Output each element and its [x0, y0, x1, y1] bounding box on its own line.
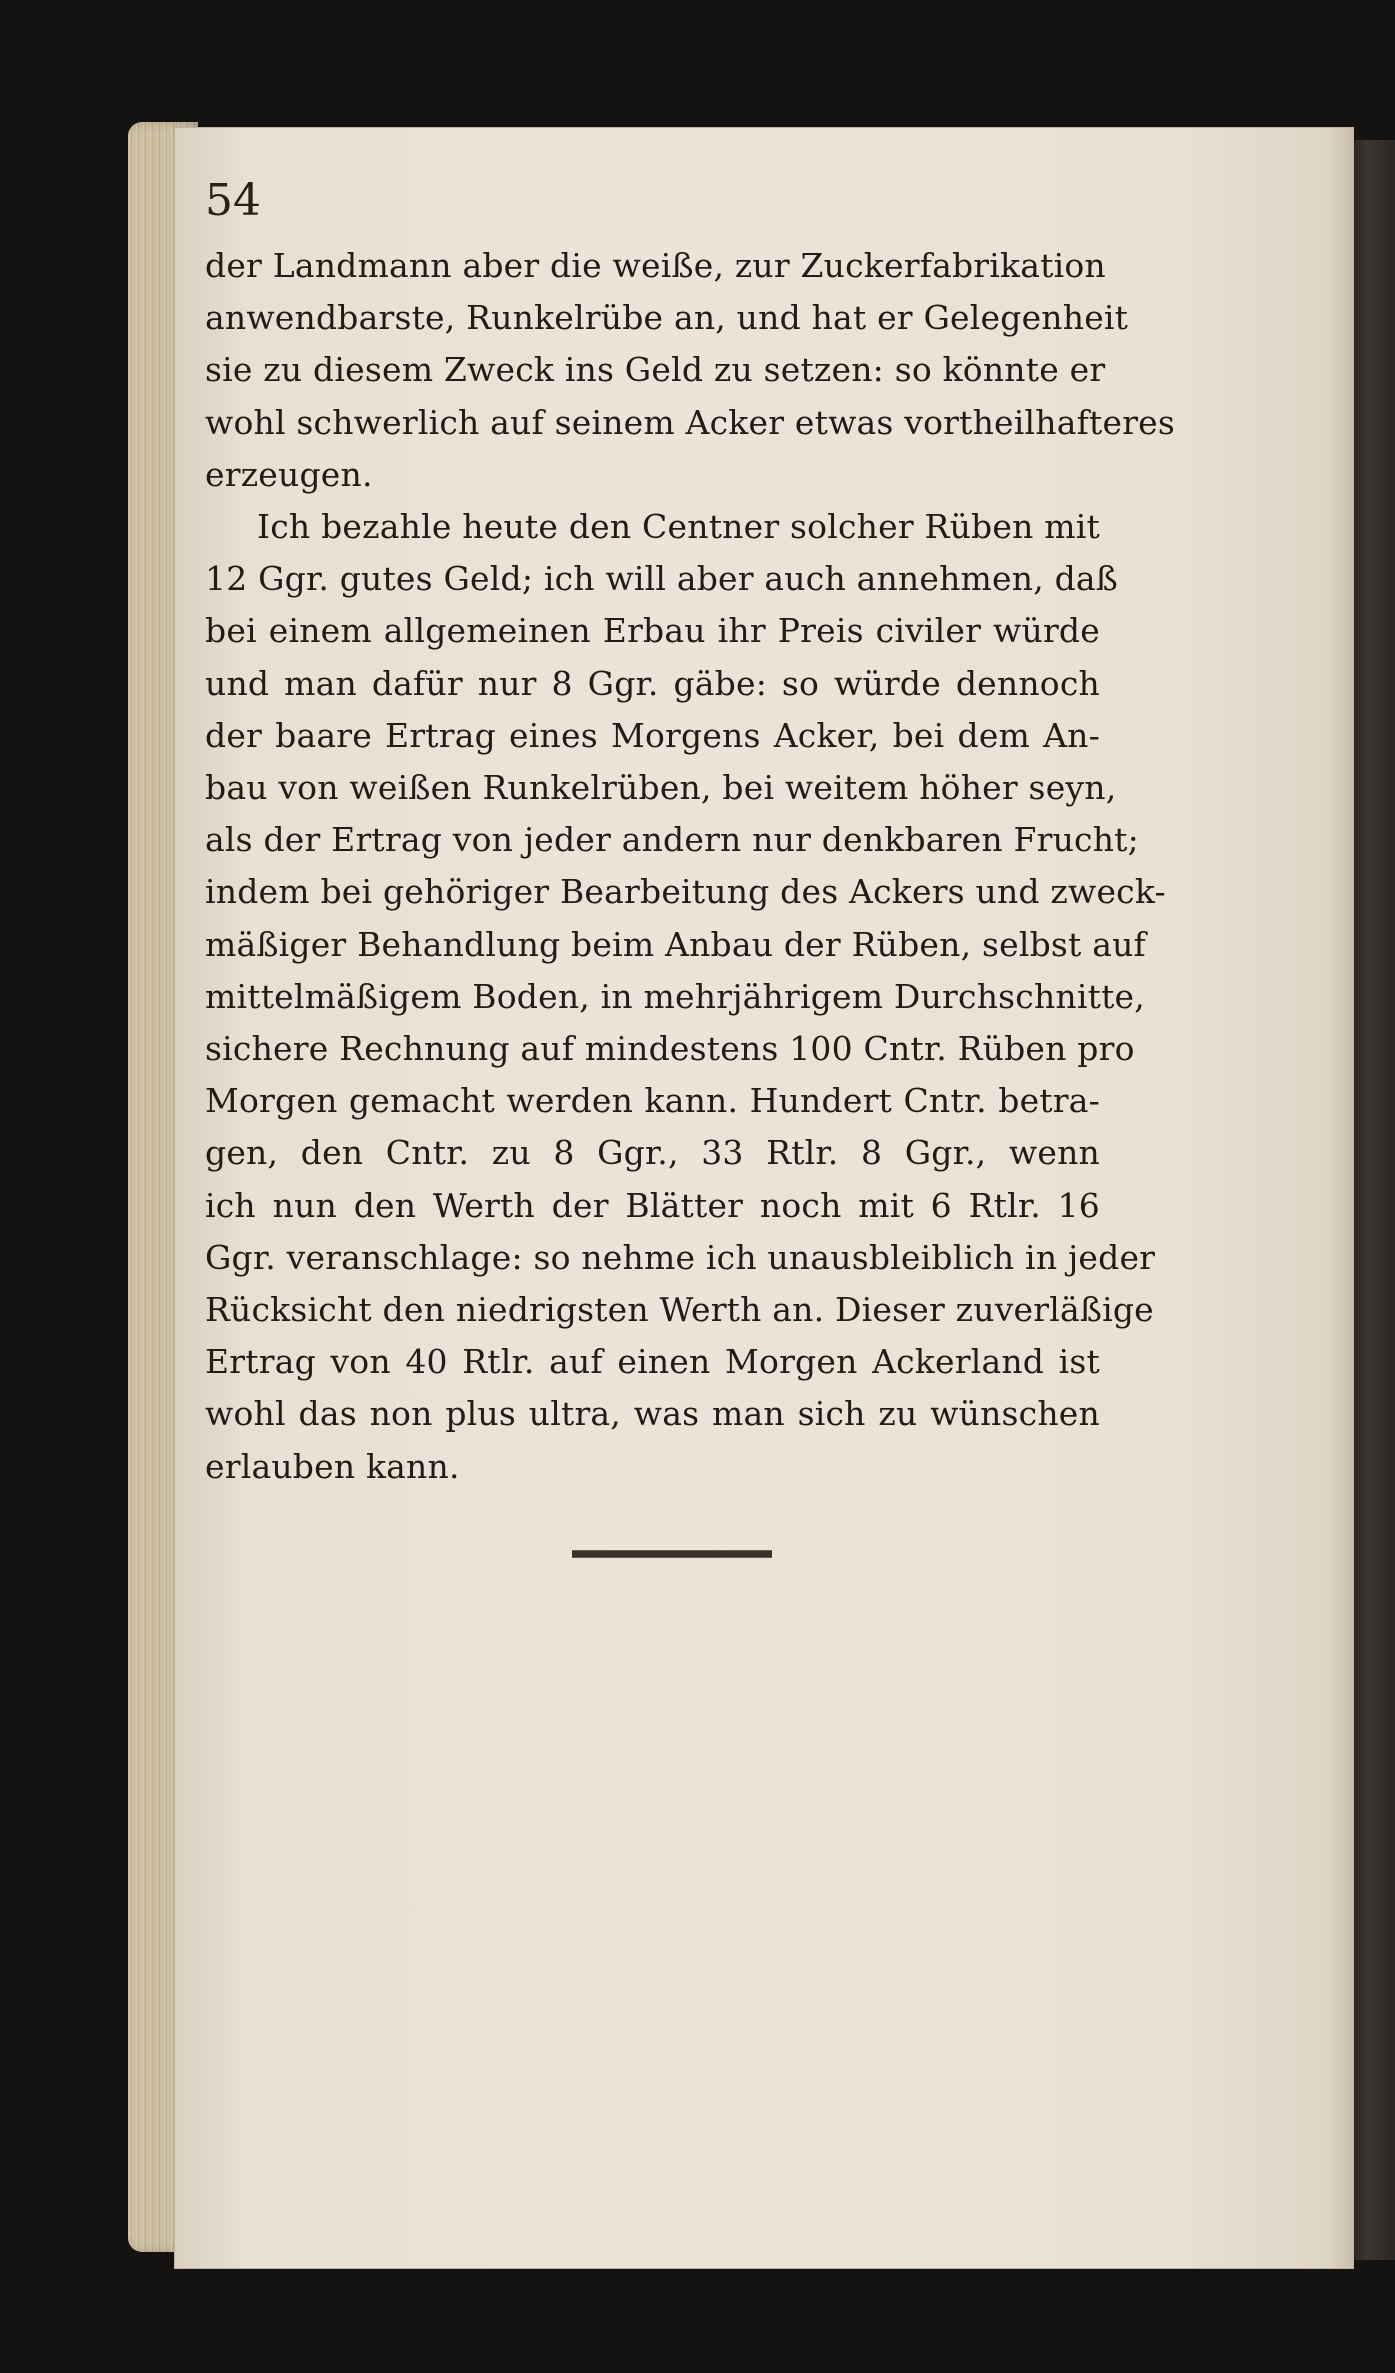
- page-body-text: [205, 240, 1176, 1493]
- text-line: Ich bezahle heute den Centner solcher Rüben mit: [257, 507, 1100, 547]
- text-line: sie zu diesem Zweck ins Geld zu setzen: so könnte er: [205, 350, 1106, 390]
- page-number: 54: [205, 175, 261, 226]
- section-divider-rule: [572, 1550, 772, 1558]
- text-line: erzeugen.: [205, 454, 373, 494]
- text-line: Morgen gemacht werden kann. Hundert Cntr. betra-: [205, 1081, 1100, 1121]
- text-line: als der Ertrag von jeder andern nur denkbaren Frucht;: [205, 820, 1139, 860]
- text-line: bei einem allgemeinen Erbau ihr Preis civiler würde: [205, 611, 1100, 651]
- text-line: und man dafür nur 8 Ggr. gäbe: so würde dennoch: [205, 663, 1100, 703]
- text-line: Rücksicht den niedrigsten Werth an. Dieser zuverläßige: [205, 1290, 1154, 1330]
- text-line: wohl das non plus ultra, was man sich zu wünschen: [205, 1394, 1100, 1434]
- text-line: Ertrag von 40 Rtlr. auf einen Morgen Ackerland ist: [205, 1342, 1100, 1382]
- text-line: mittelmäßigem Boden, in mehrjährigem Durchschnitte,: [205, 976, 1145, 1016]
- text-line: der Landmann aber die weiße, zur Zuckerfabrikation: [205, 246, 1106, 285]
- text-line: bau von weißen Runkelrüben, bei weitem höher seyn,: [205, 768, 1117, 808]
- text-line: ich nun den Werth der Blätter noch mit 6 Rtlr. 16: [205, 1185, 1100, 1225]
- text-line: sichere Rechnung auf mindestens 100 Cntr. Rüben pro: [205, 1029, 1135, 1069]
- facing-page-edge: [1352, 140, 1395, 2260]
- text-line: der baare Ertrag eines Morgens Acker, bei dem An-: [205, 715, 1100, 755]
- text-line: erlauben kann.: [205, 1446, 460, 1486]
- text-line: wohl schwerlich auf seinem Acker etwas vortheilhafteres: [205, 402, 1176, 442]
- text-line: mäßiger Behandlung beim Anbau der Rüben, selbst auf: [205, 924, 1146, 964]
- text-line: indem bei gehöriger Bearbeitung des Ackers und zweck-: [205, 872, 1166, 912]
- text-line: 12 Ggr. gutes Geld; ich will aber auch annehmen, daß: [205, 559, 1119, 599]
- text-line: gen, den Cntr. zu 8 Ggr., 33 Rtlr. 8 Ggr., wenn: [205, 1133, 1100, 1173]
- text-line: anwendbarste, Runkelrübe an, und hat er Gelegenheit: [205, 298, 1129, 338]
- text-line: Ggr. veranschlage: so nehme ich unausbleiblich in jeder: [205, 1237, 1156, 1277]
